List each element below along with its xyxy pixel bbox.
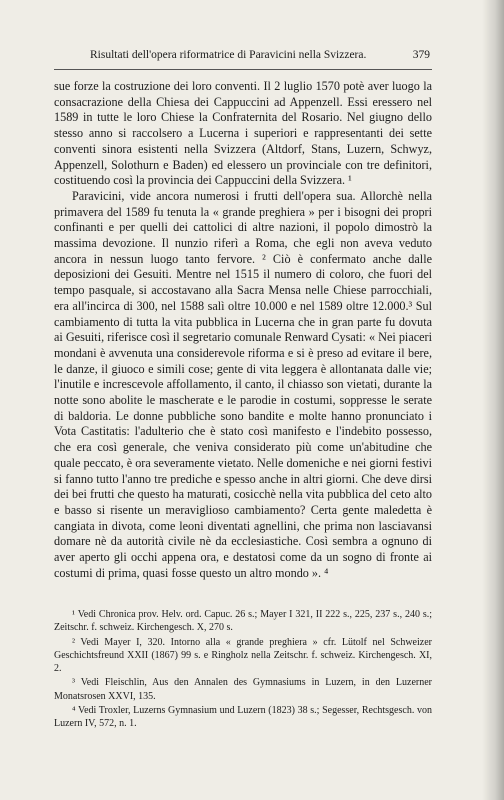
running-title: Risultati dell'opera riformatrice di Paravicini nella Svizzera. xyxy=(90,49,367,61)
footnote: ² Vedi Mayer I, 320. Intorno alla « grande preghiera » cfr. Lütolf nel Schweizer Geschichtsfreund XXII (1867) 99 s. e Ringholz nella Zeitschr. f. schweiz. Kirchengesch. XI, 2. xyxy=(54,636,432,675)
paragraph: sue forze la costruzione dei loro conventi. Il 2 luglio 1570 potè aver luogo la consacrazione della Chiesa dei Cappuccini ad Appenzell. Essi eressero nel 1589 in tutte le loro Chiese la Confraternita del Rosario. Nel giugno dello stesso anno si raccolsero a Lucerna i superiori e rappresentanti dei sette conventi sinora esistenti nella Svizzera (Altdorf, Stans, Luzern, Schwyz, Appenzell, Solothurn e Baden) ed elessero un provinciale con tre definitori, costituendo così la provincia dei Cappuccini della Svizzera. ¹ xyxy=(54,79,432,188)
header-rule xyxy=(54,69,432,70)
paragraph: Paravicini, vide ancora numerosi i frutti dell'opera sua. Allorchè nella primavera del 1589 fu tenuta la « grande preghiera » per i bisogni dei propri confinanti e per quelli dei cattolici di altre nazioni, il popolo dimostrò la massima devozione. Il nunzio riferì a Roma, che egli non aveva veduto ancora in nessun luogo tanto fervore. ² Ciò è confermato anche dalle deposizioni dei Gesuiti. Mentre nel 1515 il numero di coloro, che fuori del tempo pasquale, si accostavano alla Sacra Mensa nelle Chiese parrocchiali, era all'incirca di 300, nel 1588 salì oltre 10.000 e nel 1589 oltre 12.000.³ Sul cambiamento di tutta la vita pubblica in Lucerna che in gran parte fu dovuta ai Gesuiti, riferisce così il segretario comunale Renward Cysati: « Nei piaceri mondani è avvenuta una considerevole riforma e si è preso ad evitare il bere, le danze, il giuoco e simili cose; gente di vita leggera è allontanata dalle vie; l'inutile e increscevole affollamento, il canto, il chiasso son vietati, durante la notte sono abolite le mascherate e le parodie in costumi, soppresse le serate di baldoria. Le donne pubbliche sono bandite e molte hanno pronunciato i Vota Castitatis: l'adulterio che è stato così manifesto e l'indebito possesso, che era così generale, che veniva considerato più come un'abitudine che quale peccato, è ora severamente vietato. Nelle domeniche e nei giorni festivi si fanno tutto l'anno tre prediche e spesso anche in altri giorni. Che deve dirsi dei bei frutti che questo ha maturati, cosicchè nella vita pubblica del ceto alto e basso si risente un meraviglioso cambiamento? Certa gente maledetta è cangiata in divota, come leoni diventati agnellini, che prima non lasciavansi domare nè da autorità civile nè da ecclesiastiche. Così sembra a ognuno di aver aperto gli occhi appena ora, e destatosi come da un sogno di fronte ai costumi di prima, quasi fosse questo un altro mondo ». ⁴ xyxy=(54,188,432,580)
footnote: ¹ Vedi Chronica prov. Helv. ord. Capuc. 26 s.; Mayer I 321, II 222 s., 225, 237 s., 240 s.; Zeitschr. f. schweiz. Kirchengesch. X, 270 s. xyxy=(54,609,432,634)
footnote: ³ Vedi Fleischlin, Aus den Annalen des Gymnasiums in Luzern, in den Luzerner Monatsrosen XXVI, 135. xyxy=(54,677,432,702)
page-edge-shadow xyxy=(482,0,504,800)
main-text xyxy=(54,79,432,582)
footnote: ⁴ Vedi Troxler, Luzerns Gymnasium und Luzern (1823) 38 s.; Segesser, Rechtsgesch. von Luzern IV, 572, n. 1. xyxy=(54,705,432,730)
page-number: 379 xyxy=(412,49,430,61)
footnotes xyxy=(54,608,432,732)
